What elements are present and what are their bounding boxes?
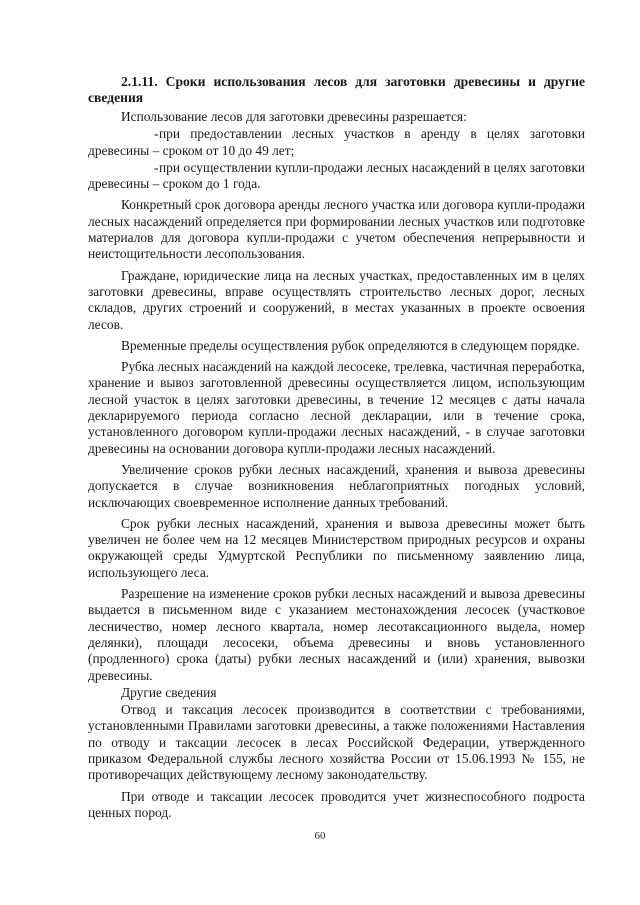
bullet-item xyxy=(88,126,585,159)
paragraph-ministry-extension: Срок рубки лесных насаждений, хранения и вывоза древесины может быть увеличен не более чем на 12 месяцев Министерством природных ресурсов и охраны окружающей среды Удмуртской Республики по письменному заявлению лица, использующего леса. xyxy=(88,515,585,580)
paragraph-undergrowth: При отводе и таксации лесосек проводится учет жизнеспособного подроста ценных пород. xyxy=(88,788,585,820)
bullet-dash: - xyxy=(154,126,159,142)
paragraph-allotment-rules: Отвод и таксация лесосек производится в соответствии с требованиями, установленными Правилами заготовки древесины, а также положениями Наставления по отводу и таксации лесосек в лесах Российской Федерации, утвержденного приказом Федеральной службы лесного хозяйства России от 15.06.1993 № 155, не противоречащих действующему лесному законодательству. xyxy=(88,702,585,783)
paragraph-contract-term: Конкретный срок договора аренды лесного участка или договора купли-продажи лесных насаждений определяется при формировании лесных участков или подготовке материалов для договора купли-продажи с учетом обеспечения непрерывности и неистощительности лесопользования. xyxy=(88,197,585,262)
other-info-heading: Другие сведения xyxy=(121,684,217,700)
bullet-text: при предоставлении лесных участков в аренду в целях заготовки древесины – сроком от 10 до 49 лет; xyxy=(88,126,585,158)
paragraph-weather-extension: Увеличение сроков рубки лесных насаждений, хранения и вывоза древесины допускается в случае возникновения неблагоприятных погодных условий, исключающих своевременное исполнение данных требований. xyxy=(88,461,585,510)
bullet-text: при осуществлении купли-продажи лесных насаждений в целях заготовки древесины – сроком до 1 года. xyxy=(88,159,585,192)
paragraph-time-limits: Временные пределы осуществления рубок определяются в следующем порядке. xyxy=(121,337,580,353)
page-number: 60 xyxy=(314,830,326,842)
intro-paragraph: Использование лесов для заготовки древесины разрешается: xyxy=(121,109,467,124)
bullet-item xyxy=(88,160,585,193)
bullet-dash: - xyxy=(154,159,159,175)
section-heading: 2.1.11. Сроки использования лесов для заготовки древесины и другие сведения xyxy=(88,74,585,105)
document-body xyxy=(88,74,585,826)
paragraph-felling-period: Рубка лесных насаждений на каждой лесосеке, трелевка, частичная переработка, хранение и вывоз заготовленной древесины осуществляется лицом, использующим лесной участок в целях заготовки древесины, в течение 12 месяцев с даты начала декларируемого периода согласно лесной декларации, или в течение срока, установленного договором купли-продажи лесных насаждений, - в случае заготовки древесины на основании договора купли-продажи лесных насаждений. xyxy=(88,359,585,456)
paragraph-construction-rights: Граждане, юридические лица на лесных участках, предоставленных им в целях заготовки древесины, вправе осуществлять строительство лесных дорог, лесных складов, других строений и сооружений, в местах указанных в проекте освоения лесов. xyxy=(88,267,585,332)
paragraph-permit-details: Разрешение на изменение сроков рубки лесных насаждений и вывоза древесины выдается в письменном виде с указанием местонахождения лесосек (участковое лесничество, номер лесного квартала, номер лесотаксационного выдела, номер делянки), площади лесосеки, объема древесины и вновь установленного (продленного) срока (даты) рубки лесных насаждений и (или) хранения, вывозки древесины. xyxy=(88,586,585,683)
